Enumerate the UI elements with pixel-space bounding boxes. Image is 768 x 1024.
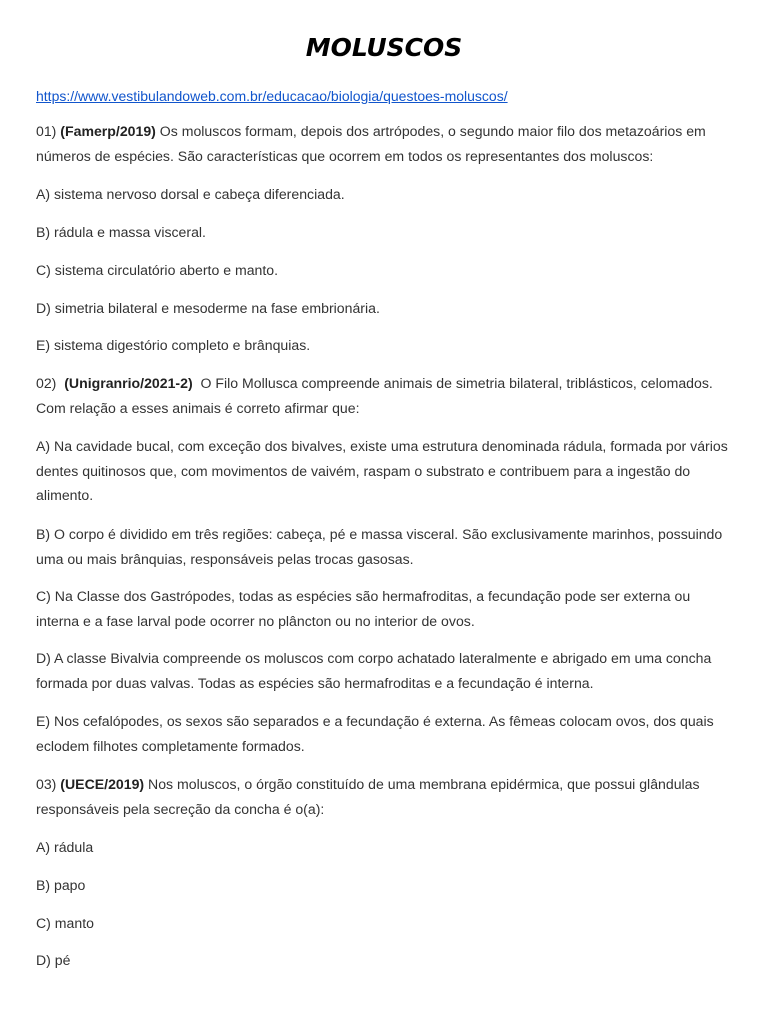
question-2-number: 02): [36, 375, 57, 391]
question-2-option-e: E) Nos cefalópodes, os sexos são separados e a fecundação é externa. As fêmeas colocam ovos, dos quais eclodem filhotes completamente formados.: [36, 713, 714, 754]
page-title: MOLUSCOS: [305, 33, 463, 62]
question-3-number: 03): [36, 776, 57, 792]
question-3-option-b: B) papo: [36, 877, 86, 893]
question-1-option-b: B) rádula e massa visceral.: [36, 224, 206, 240]
question-1-number: 01): [36, 123, 57, 139]
question-1-option-c: C) sistema circulatório aberto e manto.: [36, 262, 279, 278]
question-3-option-d: D) pé: [36, 952, 71, 968]
question-2-text: O Filo Mollusca compreende animais de simetria bilateral, triblásticos, celomados. Com relação a esses animais é correto afirmar que:: [36, 375, 713, 416]
question-2-option-a: A) Na cavidade bucal, com exceção dos bivalves, existe uma estrutura denominada rádula, formada por vários dentes quitinosos que, com movimentos de vaivém, raspam o substrato e contribuem para a ingestão do alimento.: [36, 438, 728, 504]
question-1-stem: [36, 119, 736, 168]
question-1-option-a: A) sistema nervoso dorsal e cabeça diferenciada.: [36, 186, 345, 202]
question-2-source: (Unigranrio/2021-2): [64, 375, 193, 391]
question-3-option-a: A) rádula: [36, 839, 94, 855]
question-2-stem: [36, 371, 736, 420]
question-2-option-c: C) Na Classe dos Gastrópodes, todas as espécies são hermafroditas, a fecundação pode ser externa ou interna e a fase larval pode ocorrer no plâncton ou no interior de ovos.: [36, 588, 691, 629]
question-1-source: (Famerp/2019): [60, 123, 156, 139]
question-1-option-e: E) sistema digestório completo e brânquias.: [36, 337, 311, 353]
question-2-option-b: B) O corpo é dividido em três regiões: cabeça, pé e massa visceral. São exclusivamente marinhos, possuindo uma ou mais brânquias, responsáveis pelas trocas gasosas.: [36, 526, 723, 567]
question-2-option-d: D) A classe Bivalvia compreende os moluscos com corpo achatado lateralmente e abrigado em uma concha formada por duas valvas. Todas as espécies são hermafroditas e a fecundação é interna.: [36, 650, 712, 691]
question-3-option-c: C) manto: [36, 915, 94, 931]
question-3-stem: [36, 772, 736, 821]
question-1-option-d: D) simetria bilateral e mesoderme na fase embrionária.: [36, 300, 380, 316]
source-link[interactable]: https://www.vestibulandoweb.com.br/educacao/biologia/questoes-moluscos/: [36, 88, 508, 104]
question-1-text: Os moluscos formam, depois dos artrópodes, o segundo maior filo dos metazoários em números de espécies. São características que ocorrem em todos os representantes dos moluscos:: [36, 123, 706, 164]
question-3-source: (UECE/2019): [60, 776, 145, 792]
question-3-text: Nos moluscos, o órgão constituído de uma membrana epidérmica, que possui glândulas responsáveis pela secreção da concha é o(a):: [36, 776, 700, 817]
